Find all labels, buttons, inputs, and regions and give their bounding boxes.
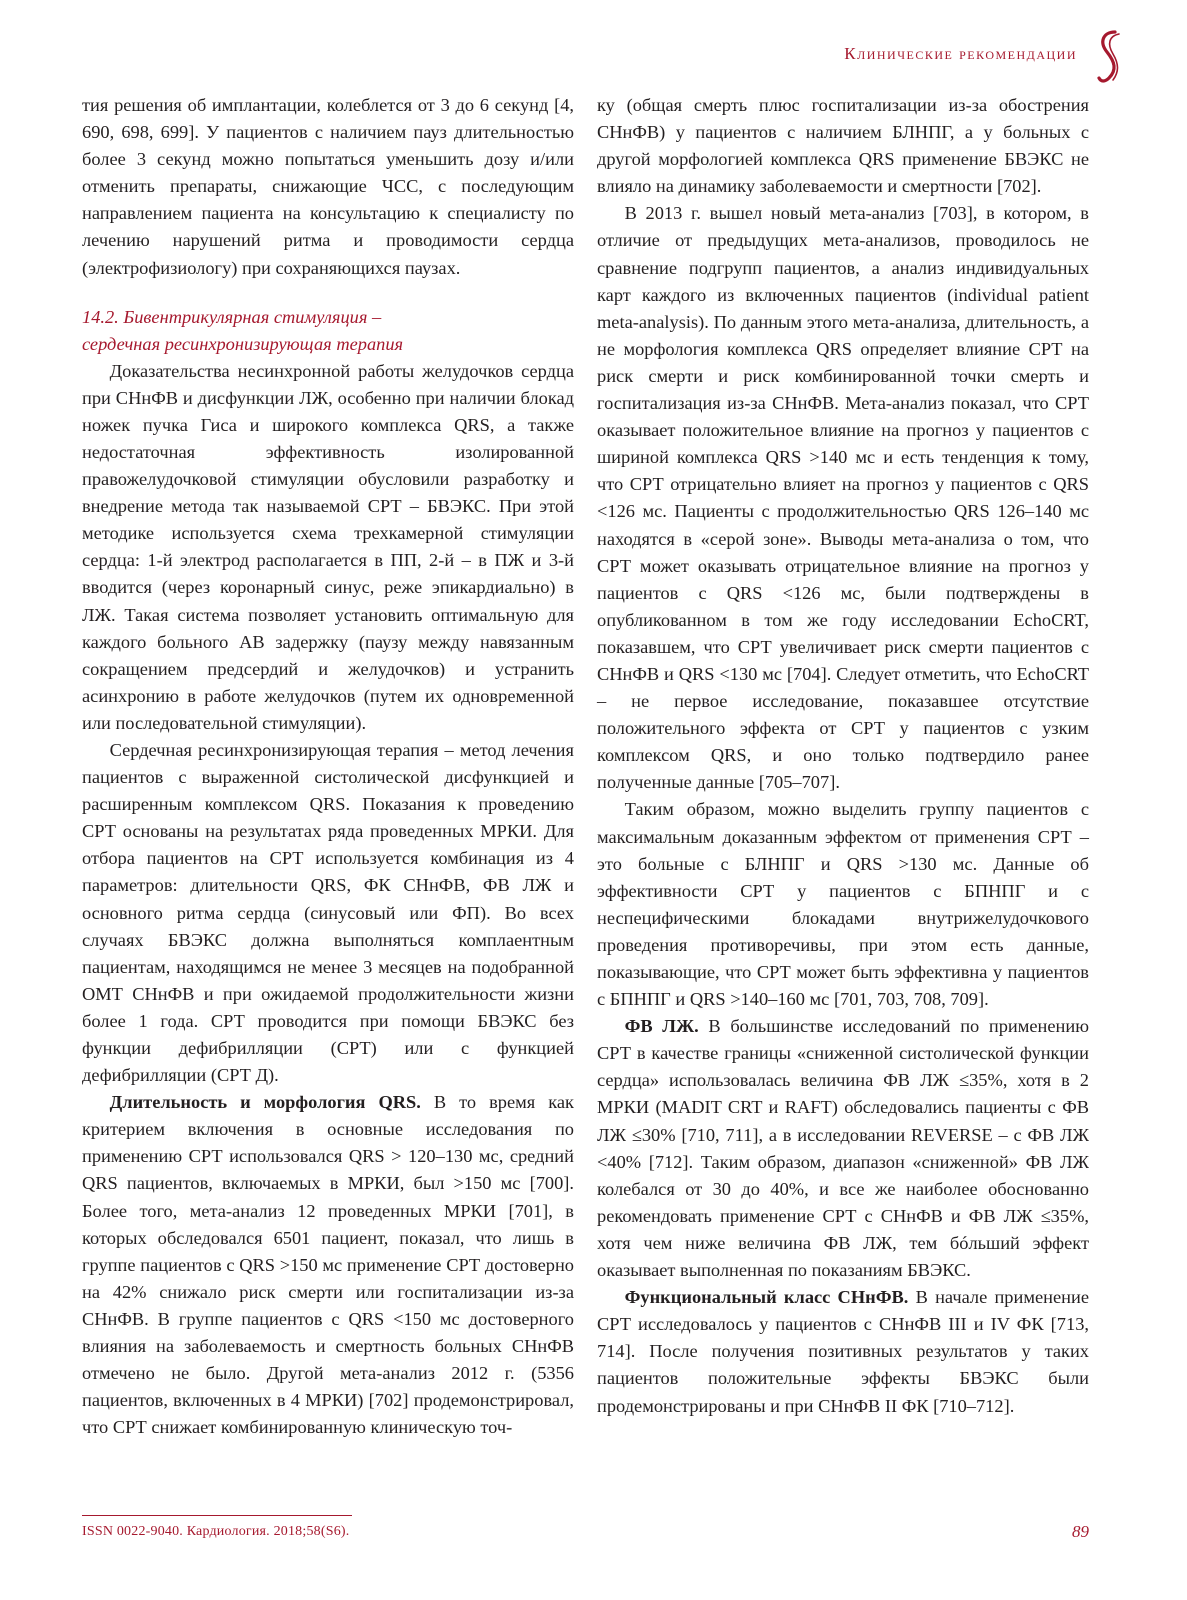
paragraph: Доказательства несинхронной работы желудочков сердца при СНнФВ и дисфункции ЛЖ, особенно при наличии блокад ножек пучка Гиса и широкого комплекса QRS, а также недостаточная эффективность изолированной правожелудочковой стимуляции обусловили разработку и внедрение метода так называемой СРТ – БВЭКС. При этой методике используется схема трехкамерной стимуляции сердца: 1-й электрод располагается в ПП, 2-й – в ПЖ и 3-й вводится (через коронарный синус, реже эпикардиально) в ЛЖ. Такая система позволяет установить оптимальную для каждого больного АВ задержку (паузу между навязанным сокращением предсердий и желудочков) и устранить асинхронию в работе желудочков (путем их одновременной или последовательной стимуляции). [82,360,574,733]
paragraph: В 2013 г. вышел новый мета-анализ [703], в котором, в отличие от предыдущих мета-анализов, проводилось не сравнение подгрупп пациентов, а анализ индивидуальных карт каждого из включенных пациентов (individual patient meta-analysis). По данным этого мета-анализа, длительность, а не морфология комплекса QRS определяет влияние СРТ на риск смерти и риск комбинированной точки смерть и госпитализация из-за СНнФВ. Мета-анализ показал, что СРТ оказывает положительное влияние на прогноз у пациентов с шириной комплекса QRS >140 мс и есть тенденция к тому, что СРТ отрицательно влияет на прогноз у пациентов с QRS <126 мс. Пациенты с продолжительностью QRS 126–140 мс находятся в «серой зоне». Выводы мета-анализа о том, что СРТ может оказывать отрицательное влияние на прогноз у пациентов с QRS <126 мс, были подтверждены в опубликованном в том же году исследовании EchoCRT, показавшем, что СРТ увеличивает риск смерти пациентов с СНнФВ и QRS <130 мс [704]. Следует отметить, что EchoCRT – не первое исследование, показавшее отсутствие положительного эффекта от СРТ у пациентов с узким комплексом QRS, и оно только подтвердило ранее полученные данные [705–707]. [597,203,1089,793]
paragraph-text: В большинстве исследований по применению СРТ в качестве границы «сниженной систолической функции сердца» использовалась величина ФВ ЛЖ ≤35%, хотя в 2 МРКИ (MADIT CRT и RAFT) обследовались пациенты с ФВ ЛЖ ≤30% [710, 711], а в исследовании REVERSE – с ФВ ЛЖ <40% [712]. Таким образом, диапазон «сниженной» ФВ ЛЖ колебался от 30 до 40%, и все же наиболее обоснованно рекомендовать применение СРТ с СНнФВ и ФВ ЛЖ ≤35%, хотя чем ниже величина ФВ ЛЖ, тем бóльший эффект оказывает выполненная по показаниям БВЭКС. [597,1016,1089,1281]
paragraph-text: В начале применение СРТ исследовалось у пациентов с СНнФВ III и IV ФК [713, 714]. После получения позитивных результатов у таких пациентов положительные эффекты БВЭКС были продемонстрированы и при СНнФВ II ФК [710–712]. [597,1287,1089,1416]
section-heading [82,304,574,358]
paragraph-lead: Длительность и морфология QRS. [109,1092,421,1113]
paragraph: ку (общая смерть плюс госпитализации из-за обострения СНнФВ) у пациентов с наличием БЛНПГ, а у больных с другой морфологией комплекса QRS применение БВЭКС не влияло на динамику заболеваемости и смертности [702]. [597,95,1089,197]
paragraph: тия решения об имплантации, колеблется от 3 до 6 секунд [4, 690, 698, 699]. У пациентов с наличием пауз длительностью более 3 секунд можно попытаться уменьшить дозу и/или отменить препараты, снижающие ЧСС, с последующим направлением пациента на консультацию к специалисту по лечению нарушений ритма и проводимости сердца (электрофизиологу) при сохраняющихся паузах. [82,95,574,278]
footer-divider [82,1515,352,1516]
section-heading-line-1: 14.2. Бивентрикулярная стимуляция – [82,306,382,327]
running-header: Клинические рекомендации [844,44,1077,63]
journal-logo-icon [1089,26,1129,86]
paragraph-lead: ФВ ЛЖ. [624,1016,699,1037]
paragraph-lead: Функциональный класс СНнФВ. [624,1287,909,1308]
paragraph [82,1089,574,1441]
paragraph-text: В то время как критерием включения в основные исследования по применению СРТ использовался QRS > 120–130 мс, средний QRS пациентов, включаемых в МРКИ, был >150 мс [700]. Более того, мета-анализ 12 проведенных МРКИ [701], в которых обследовался 6501 пациент, показал, что лишь в группе пациентов с QRS >150 мс применение СРТ достоверно на 42% снижало риск смерти или госпитализации из-за СНнФВ. В группе пациентов с QRS <150 мс достоверного влияния на заболеваемость и смертность больных СНнФВ отмечено не было. Другой мета-анализ 2012 г. (5356 пациентов, включенных в 4 МРКИ) [702] продемонстрировал, что СРТ снижает комбинированную клиническую точ- [82,1092,574,1438]
journal-citation: ISSN 0022-9040. Кардиология. 2018;58(S6). [82,1524,350,1539]
paragraph [597,1013,1089,1284]
paragraph [597,1284,1089,1419]
right-column [597,92,1089,1420]
page-number: 89 [1072,1522,1089,1541]
left-column [82,92,574,1441]
section-heading-line-2: сердечная ресинхронизирующая терапия [82,333,404,354]
paragraph: Сердечная ресинхронизирующая терапия – метод лечения пациентов с выраженной систолической дисфункцией и расширенным комплексом QRS. Показания к проведению СРТ основаны на результатах ряда проведенных МРКИ. Для отбора пациентов на СРТ используется комбинация из 4 параметров: длительности QRS, ФК СНнФВ, ФВ ЛЖ и основного ритма сердца (синусовый или ФП). Во всех случаях БВЭКС должна выполняться комплаентным пациентам, находящимся не менее 3 месяцев на подобранной ОМТ СНнФВ и при ожидаемой продолжительности жизни более 1 года. СРТ проводится при помощи БВЭКС без функции дефибрилляции (СРТ) или с функцией дефибрилляции (СРТ Д). [82,739,574,1086]
paragraph: Таким образом, можно выделить группу пациентов с максимальным доказанным эффектом от применения СРТ – это больные с БЛНПГ и QRS >130 мс. Данные об эффективности СРТ у пациентов с БПНПГ и с неспецифическими блокадами внутрижелудочкового проведения противоречивы, при этом есть данные, показывающие, что СРТ может быть эффективна у пациентов с БПНПГ и QRS >140–160 мс [701, 703, 708, 709]. [597,799,1089,1010]
